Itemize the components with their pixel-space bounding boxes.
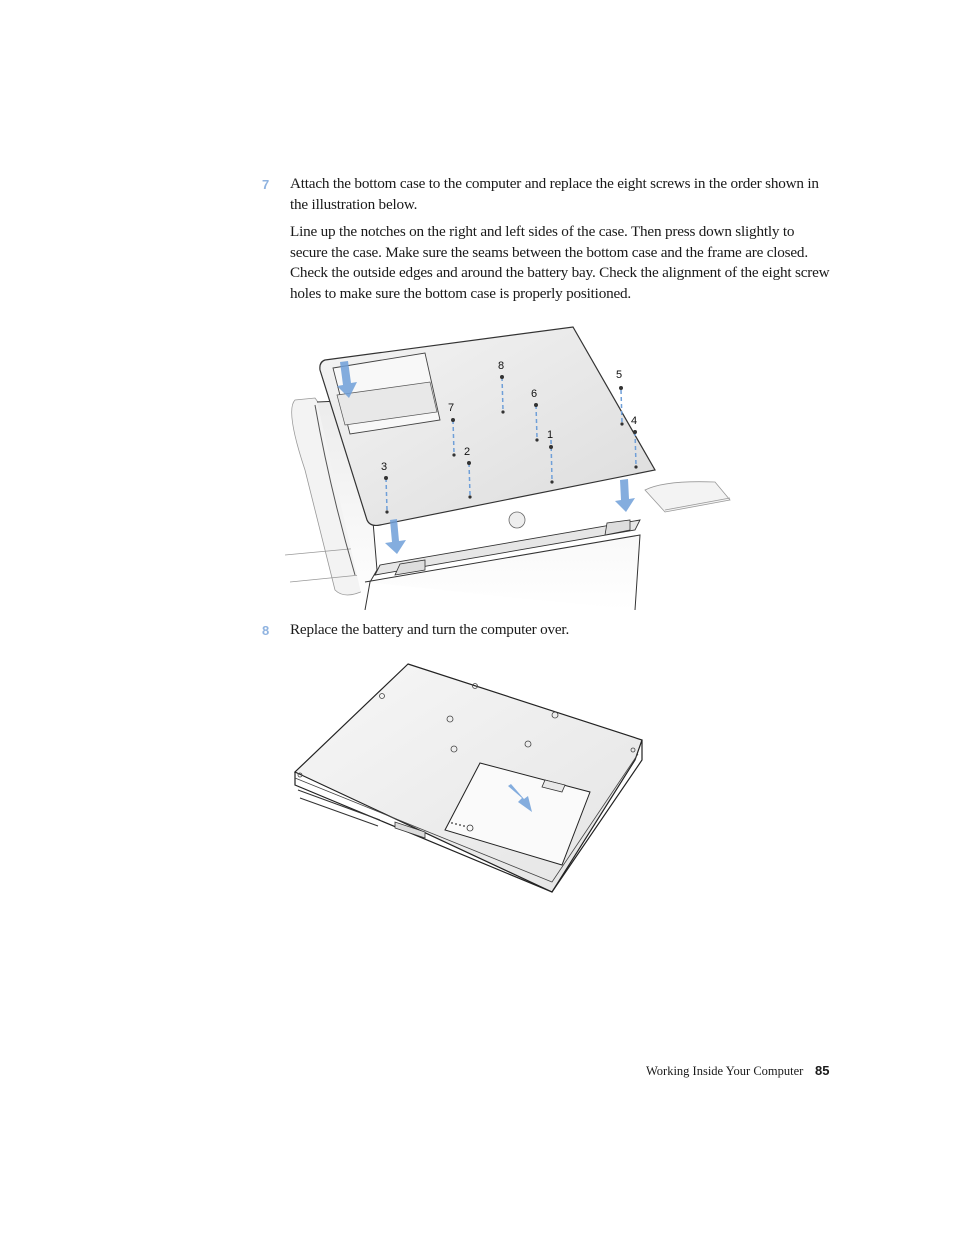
screw-label-2: 2 (464, 446, 471, 458)
screw-label-8: 8 (498, 360, 505, 372)
screw-label-5: 5 (616, 369, 623, 381)
step-8-number: 8 (262, 623, 270, 638)
screw-label-1: 1 (547, 429, 554, 441)
screw-label-4: 4 (631, 415, 638, 427)
screw-label-7: 7 (448, 402, 455, 414)
battery-replacement-illustration (290, 660, 650, 895)
step-7-detail: Line up the notches on the right and left sides of the case. Then press down slightly to secure the case. Make sure the seams between the bottom case and the frame are closed. Check the outside edges and around the battery bay. Check the alignment of the eight screw holes to make sure the bottom case is properly positioned. (290, 223, 830, 302)
step-8-text: Replace the battery and turn the computer over. (290, 621, 570, 638)
step-7-number: 7 (262, 177, 270, 192)
footer-title: Working Inside Your Computer (646, 1064, 804, 1078)
page-number: 85 (815, 1063, 830, 1078)
screw-label-3: 3 (381, 461, 388, 473)
step-7-text: Attach the bottom case to the computer and replace the eight screws in the order shown in the illustration below. (290, 175, 819, 213)
bottom-case-illustration (285, 320, 745, 610)
screw-label-6: 6 (531, 388, 538, 400)
